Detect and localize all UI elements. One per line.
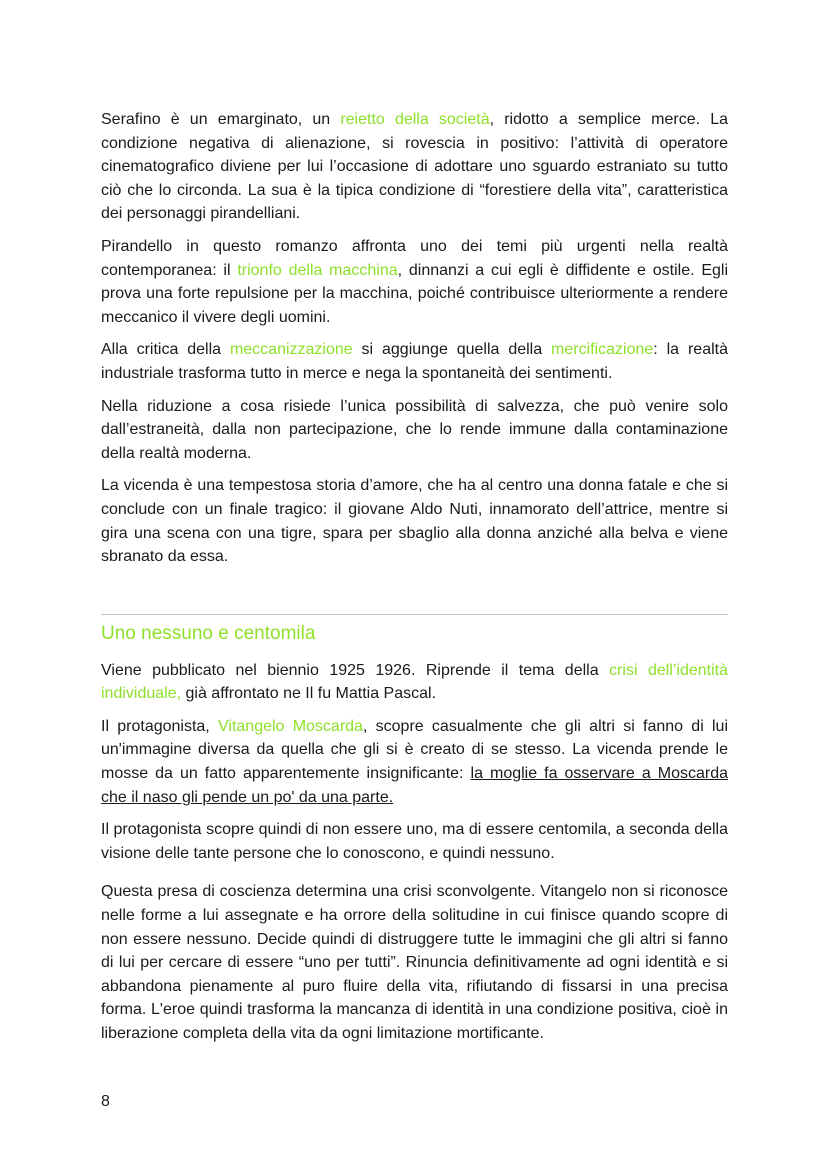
text-run: , ridotto a semplice merce. La condizione negativa di alienazione, si rovescia in positivo: l’attività di operatore cinematografico diviene per lui l’occasione di adottare uno sguardo estraniato su tutto ciò che lo circonda. La sua è la tipica condizione di “forestiere della vita”, caratteristica dei personaggi pirandelliani. [101,111,728,223]
text-run: già affrontato ne Il fu Mattia Pascal. [181,685,437,703]
text-run: Viene pubblicato nel biennio 1925 1926. Riprende il tema della [101,661,610,679]
text-run: Pirandello in questo romanzo affronta uno dei temi più urgenti nella realtà contemporanea: il [101,237,728,279]
paragraph-pirandello-macchina [101,235,728,329]
highlight-trionfo-macchina: trionfo della macchina [237,261,398,279]
paragraph-serafino [101,108,728,226]
text-run: Serafino è un emarginato, un [101,111,341,128]
text-run: , scopre casualmente che gli altri si fanno di lui un'immagine diversa da quella che gli si è creato di se stesso. La vicenda prende le mosse da un fatto apparentemente insignificante: [101,717,729,783]
highlight-meccanizzazione: meccanizzazione [229,341,353,359]
text-run: : la realtà industriale trasforma tutto in merce e nega la spontaneità dei sentimenti. [101,341,728,382]
spacer [101,578,728,614]
highlight-reietto: reietto della società [340,111,490,128]
paragraph-pubblicazione [101,659,728,706]
paragraph-protagonista [101,715,728,809]
paragraph-meccanizzazione [101,338,728,385]
text-run: , dinnanzi a cui egli è diffidente e ostile. Egli prova una forte repulsione per la macchina, poiché contribuisce ulteriormente a rendere meccanico il vivere degli uomini. [101,261,729,326]
highlight-mercificazione: mercificazione [551,341,654,359]
page-number: 8 [101,1093,110,1110]
paragraph-vicenda: La vicenda è una tempestosa storia d’amore, che ha al centro una donna fatale e che si conclude con un finale tragico: il giovane Aldo Nuti, innamorato dell’attrice, mentre si gira una scena con una tigre, spara per sbaglio alla donna anziché alla belva e viene sbranato da essa. [101,477,728,566]
highlight-crisi-identita: crisi dell’identità individuale, [101,661,729,703]
paragraph-centomila: Il protagonista scopre quindi di non essere uno, ma di essere centomila, a seconda della visione delle tante persone che lo conoscono, e quindi nessuno. [101,821,728,862]
paragraph-presa-coscienza: Questa presa di coscienza determina una crisi sconvolgente. Vitangelo non si riconosce nelle forme a lui assegnate e ha orrore della solitudine in cui finisce quando scopre di non essere nessuno. Decide quindi di distruggere tutte le immagini che gli altri si fanno di lui per cercare di essere “uno per tutti”. Rinuncia definitivamente ad ogni identità e si abbandona pienamente al puro fluire della vita, rifiutando di fissarsi in una precisa forma. L'eroe quindi trasforma la mancanza di identità in una condizione positiva, cioè in liberazione completa della vita da ogni limitazione mortificante. [101,883,728,1042]
text-run: Alla critica della [101,341,230,359]
text-run: Il protagonista, [101,717,219,735]
page-body [101,108,728,1055]
section-divider [101,614,728,615]
highlight-vitangelo-moscarda: Vitangelo Moscarda [218,717,363,735]
text-run: si aggiunge quella della [352,341,552,359]
section-title: Uno nessuno e centomila [101,622,316,644]
underlined-naso: la moglie fa osservare a Moscarda che il naso gli pende un po' da una parte. [101,765,728,806]
paragraph-riduzione: Nella riduzione a cosa risiede l’unica possibilità di salvezza, che può venire solo dall’estraneità, dalla non partecipazione, che lo rende immune dalla contaminazione della realtà moderna. [101,397,728,462]
